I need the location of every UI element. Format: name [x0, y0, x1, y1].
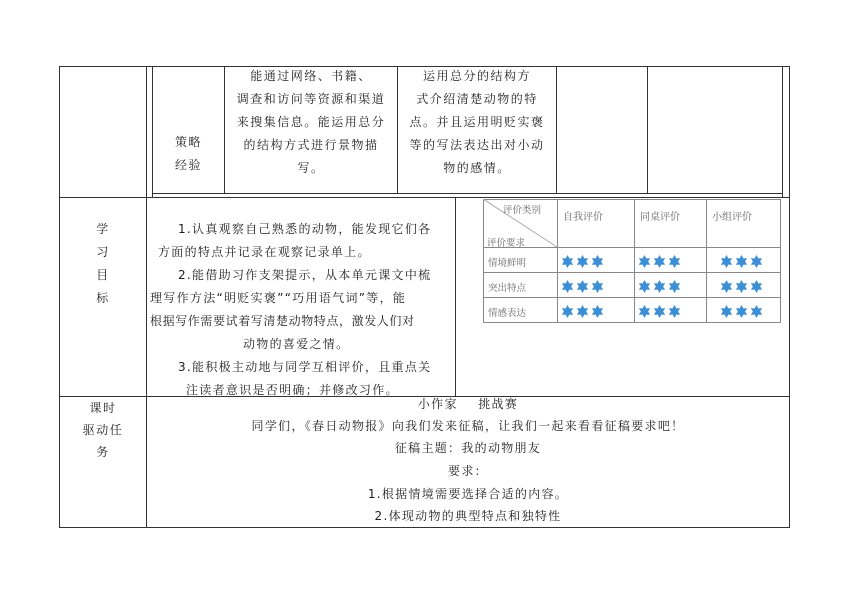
strategy-label-line2: 经验 [174, 158, 202, 172]
star-icon [561, 280, 574, 293]
strategy-label-line1: 策略 [174, 135, 202, 149]
goal-line: 1.认真观察自己熟悉的动物，能发现它们各 [178, 222, 432, 236]
star-icon [720, 305, 733, 318]
label-char: 标 [96, 291, 110, 305]
star-icon [750, 255, 763, 268]
label-char: 目 [96, 268, 110, 282]
star-icon [735, 280, 748, 293]
rubric-row-label: 突出特点 [488, 283, 527, 294]
star-icon [735, 305, 748, 318]
rubric-row-label: 情境鲜明 [488, 258, 527, 269]
star-icon [750, 280, 763, 293]
star-icon [591, 305, 604, 318]
star-icon [668, 280, 681, 293]
star-icon [576, 255, 589, 268]
strategy-label [153, 131, 224, 177]
star-icon [653, 305, 666, 318]
strategy-column-a [225, 65, 397, 180]
goal-line: 理写作方法“明贬实褒”“巧用语气词”等，能 [150, 291, 407, 305]
goal-line: 注读者意识是否明确；并修改习作。 [186, 383, 399, 397]
goal-line: 动物的喜爱之情。 [243, 337, 350, 351]
rubric-header-group: 小组评价 [712, 212, 752, 223]
goal-line: 根据写作需要试着写清楚动物特点，激发人们对 [150, 314, 415, 328]
rubric-corner-top: 评价类别 [503, 205, 542, 216]
star-icon [720, 255, 733, 268]
task-line: 征稿主题：我的动物朋友 [394, 441, 542, 455]
star-icon [720, 280, 733, 293]
star-icon [561, 305, 574, 318]
star-icon [591, 255, 604, 268]
goal-line: 3.能积极主动地与同学互相评价，且重点关 [178, 360, 432, 374]
star-icon [750, 305, 763, 318]
star-icon [638, 255, 651, 268]
task-line: 1.根据情境需要选择合适的内容。 [367, 487, 569, 501]
goal-line: 方面的特点并记录在观察记录单上。 [158, 245, 371, 259]
text-line: 的结构方式进行景物描 [243, 138, 379, 152]
text-line: 等的写法表达出对小动 [409, 138, 545, 152]
rubric-row-label: 情感表达 [488, 308, 527, 319]
star-icon [668, 305, 681, 318]
star-icon [638, 280, 651, 293]
task-line: 2.体现动物的典型特点和独特性 [374, 509, 562, 523]
text-line: 写。 [297, 161, 325, 175]
text-line: 能通过网络、书籍、 [250, 69, 372, 83]
star-icon [735, 255, 748, 268]
task-label-line: 务 [96, 445, 110, 459]
star-icon [653, 255, 666, 268]
star-icon [668, 255, 681, 268]
task-label-line: 课时 [89, 401, 117, 415]
star-icon [576, 305, 589, 318]
text-line: 来搜集信息。能运用总分 [236, 115, 386, 129]
star-icon [591, 280, 604, 293]
rubric-corner-bottom: 评价要求 [487, 238, 526, 249]
task-label-line: 驱动任 [82, 423, 124, 437]
evaluation-rubric [483, 199, 781, 323]
text-line: 点。并且运用明贬实褒 [409, 115, 545, 129]
text-line: 运用总分的结构方 [422, 69, 531, 83]
task-label [60, 397, 146, 463]
task-title: 小作家 挑战赛 [417, 397, 519, 411]
star-icon [638, 305, 651, 318]
label-char: 习 [96, 245, 110, 259]
strategy-column-b [398, 65, 556, 180]
goal-line: 2.能借助习作支架提示，从本单元课文中梳 [178, 268, 432, 282]
star-icon [653, 280, 666, 293]
rubric-header-self: 自我评价 [563, 212, 603, 223]
rubric-header-partner: 同桌评价 [640, 212, 680, 223]
text-line: 调查和访问等资源和渠道 [236, 92, 386, 106]
star-icon [576, 280, 589, 293]
task-line: 同学们，《春日动物报》向我们发来征稿，让我们一起来看看征稿要求吧！ [251, 419, 685, 433]
star-icon [561, 255, 574, 268]
label-char: 学 [96, 222, 110, 236]
text-line: 式介绍清楚动物的特 [416, 92, 538, 106]
learning-goals-label [60, 218, 146, 310]
task-line: 要求： [448, 464, 488, 478]
text-line: 物的感情。 [443, 161, 511, 175]
